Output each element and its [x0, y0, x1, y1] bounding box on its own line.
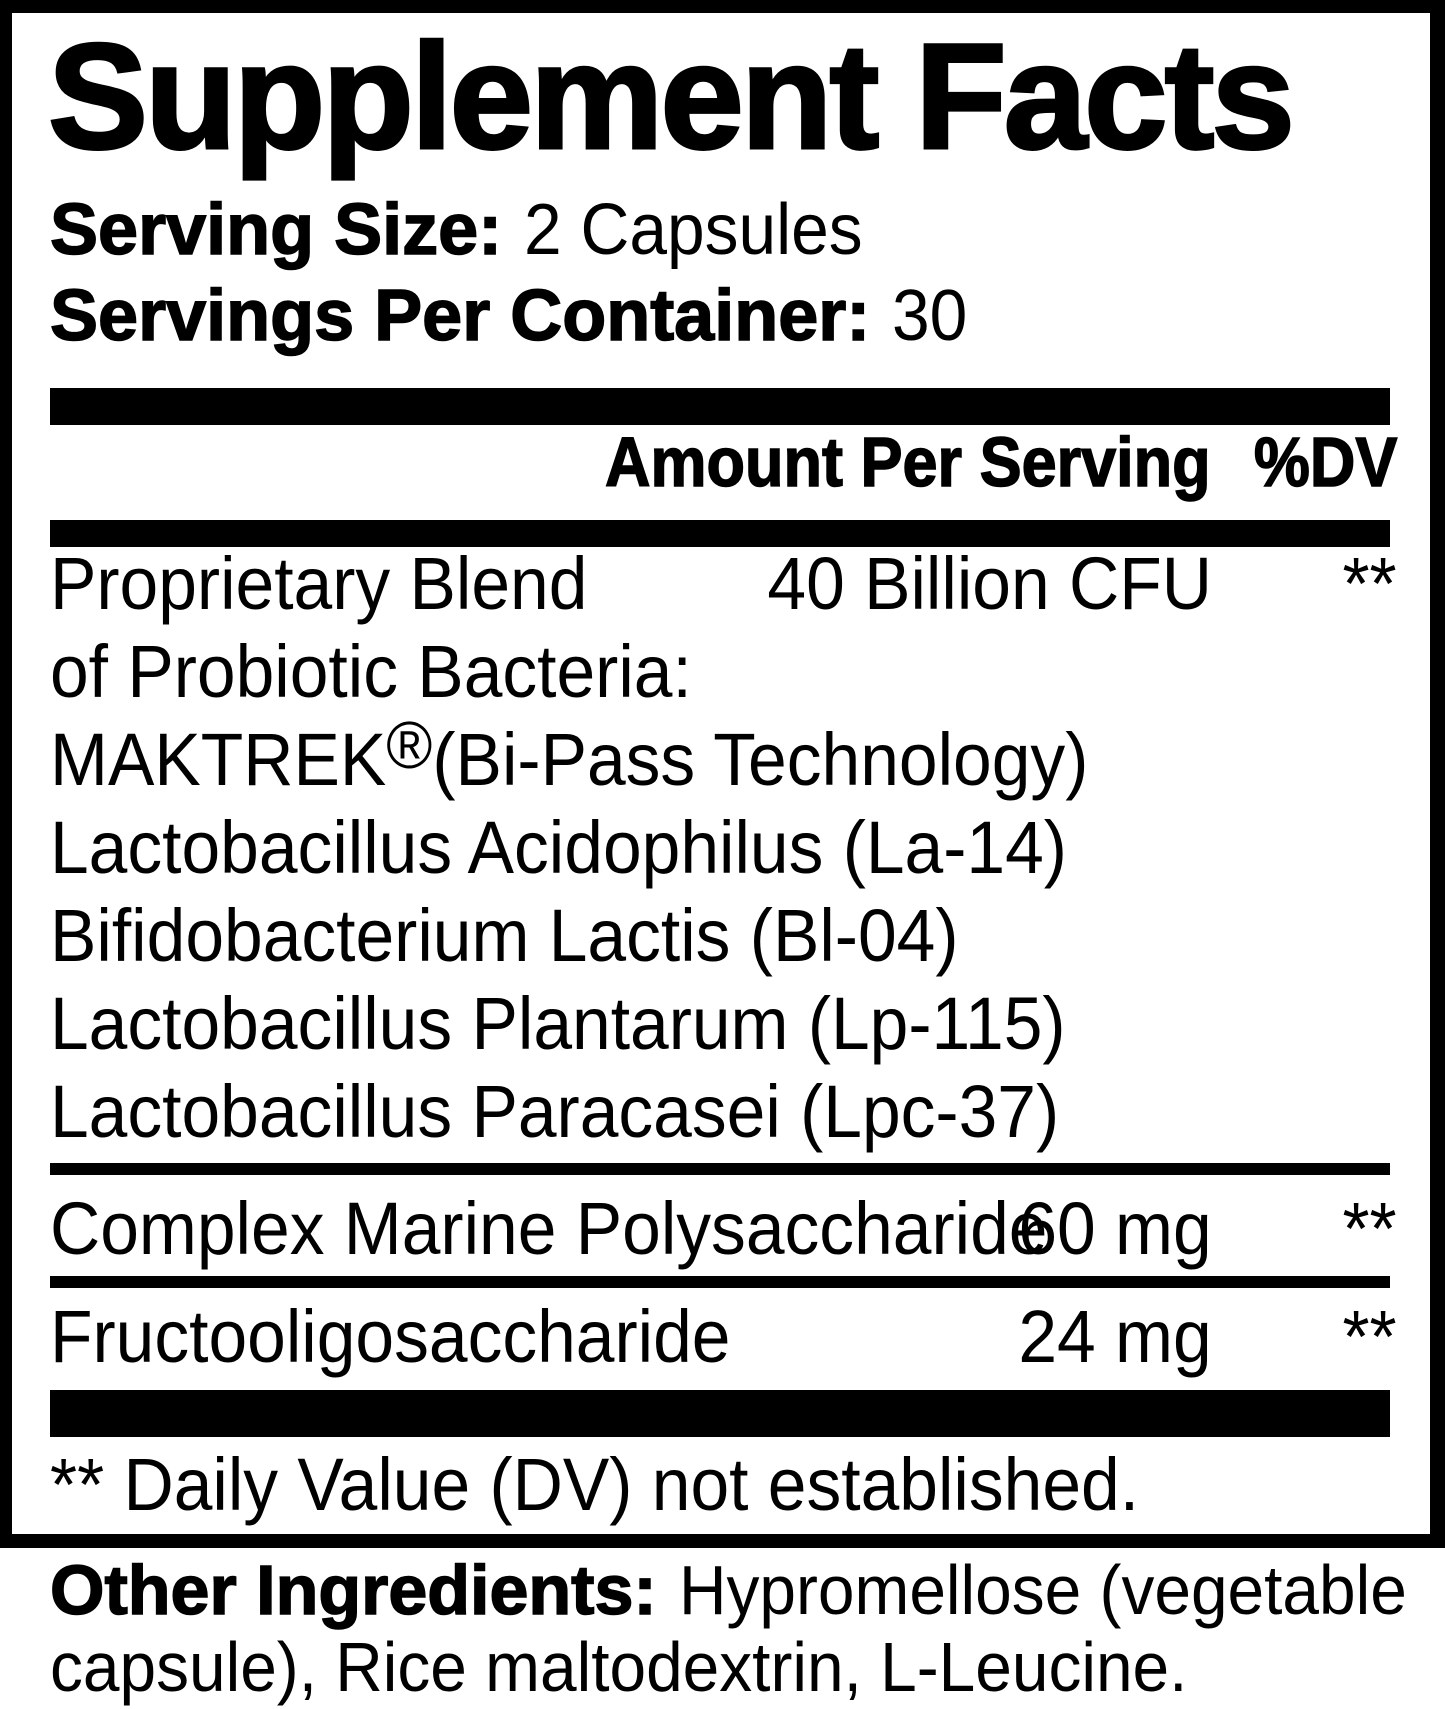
- footnote-text: ** Daily Value (DV) not established.: [50, 1443, 1140, 1526]
- maktrek-technology-line: [50, 708, 1397, 807]
- proprietary-blend-name: Proprietary Blend: [50, 542, 588, 625]
- strain-line-1: [50, 804, 1397, 892]
- maktrek-text-group: [50, 708, 1089, 807]
- table-row-fructooligosaccharide: [50, 1294, 1397, 1380]
- servings-per-container-line: [50, 274, 1397, 358]
- percent-dv-header: %DV: [1253, 423, 1397, 501]
- other-ingredients-label: Other Ingredients:: [50, 1551, 657, 1629]
- ingredient-dv: **: [1342, 1295, 1397, 1378]
- page-title: Supplement Facts: [48, 12, 1292, 180]
- ingredient-dv: **: [1342, 1187, 1397, 1270]
- serving-size-label: Serving Size:: [50, 190, 503, 270]
- table-header-row: [50, 420, 1397, 504]
- proprietary-blend-dv: **: [1342, 542, 1397, 625]
- thin-divider-1: [50, 1163, 1390, 1175]
- proprietary-blend-amount: 40 Billion CFU: [767, 542, 1212, 625]
- strain-line-3: [50, 980, 1397, 1068]
- thick-divider-bottom: [50, 1390, 1390, 1437]
- strain-line-2: [50, 892, 1397, 980]
- servings-per-container-value: 30: [892, 276, 968, 356]
- strain-text: Lactobacillus Paracasei (Lpc-37): [50, 1070, 1060, 1153]
- registered-trademark-icon: ®: [386, 708, 433, 783]
- daily-value-footnote: [50, 1442, 1397, 1528]
- strain-text: Lactobacillus Acidophilus (La-14): [50, 806, 1067, 889]
- amount-per-serving-header: Amount Per Serving: [604, 423, 1211, 501]
- proprietary-blend-row: [50, 540, 1397, 628]
- thin-divider-2: [50, 1276, 1390, 1288]
- maktrek-descriptor: (Bi-Pass Technology): [432, 718, 1089, 801]
- proprietary-blend-name-line2: [50, 628, 1397, 716]
- other-ingredients-text-2: capsule), Rice maltodextrin, L-Leucine.: [50, 1628, 1188, 1706]
- strain-line-4: [50, 1068, 1397, 1156]
- ingredient-name: Fructooligosaccharide: [50, 1295, 731, 1378]
- other-ingredients-text-1: Hypromellose (vegetable: [678, 1551, 1407, 1629]
- table-row-complex-marine: [50, 1186, 1397, 1272]
- serving-size-line: [50, 188, 1397, 272]
- ingredient-amount: 24 mg: [1018, 1295, 1212, 1378]
- maktrek-name: MAKTREK: [50, 718, 387, 801]
- serving-size-value: 2 Capsules: [524, 190, 863, 270]
- blend-subtitle-text: of Probiotic Bacteria:: [50, 630, 692, 713]
- strain-text: Lactobacillus Plantarum (Lp-115): [50, 982, 1066, 1065]
- strain-text: Bifidobacterium Lactis (Bl-04): [50, 894, 959, 977]
- ingredient-amount: 60 mg: [1018, 1187, 1212, 1270]
- ingredient-name: Complex Marine Polysaccharide: [50, 1187, 1048, 1270]
- other-ingredients-line-1: [50, 1552, 1440, 1628]
- other-ingredients-line-2: [50, 1629, 1440, 1705]
- servings-per-container-label: Servings Per Container:: [50, 276, 871, 356]
- table-header-group: [605, 420, 1397, 504]
